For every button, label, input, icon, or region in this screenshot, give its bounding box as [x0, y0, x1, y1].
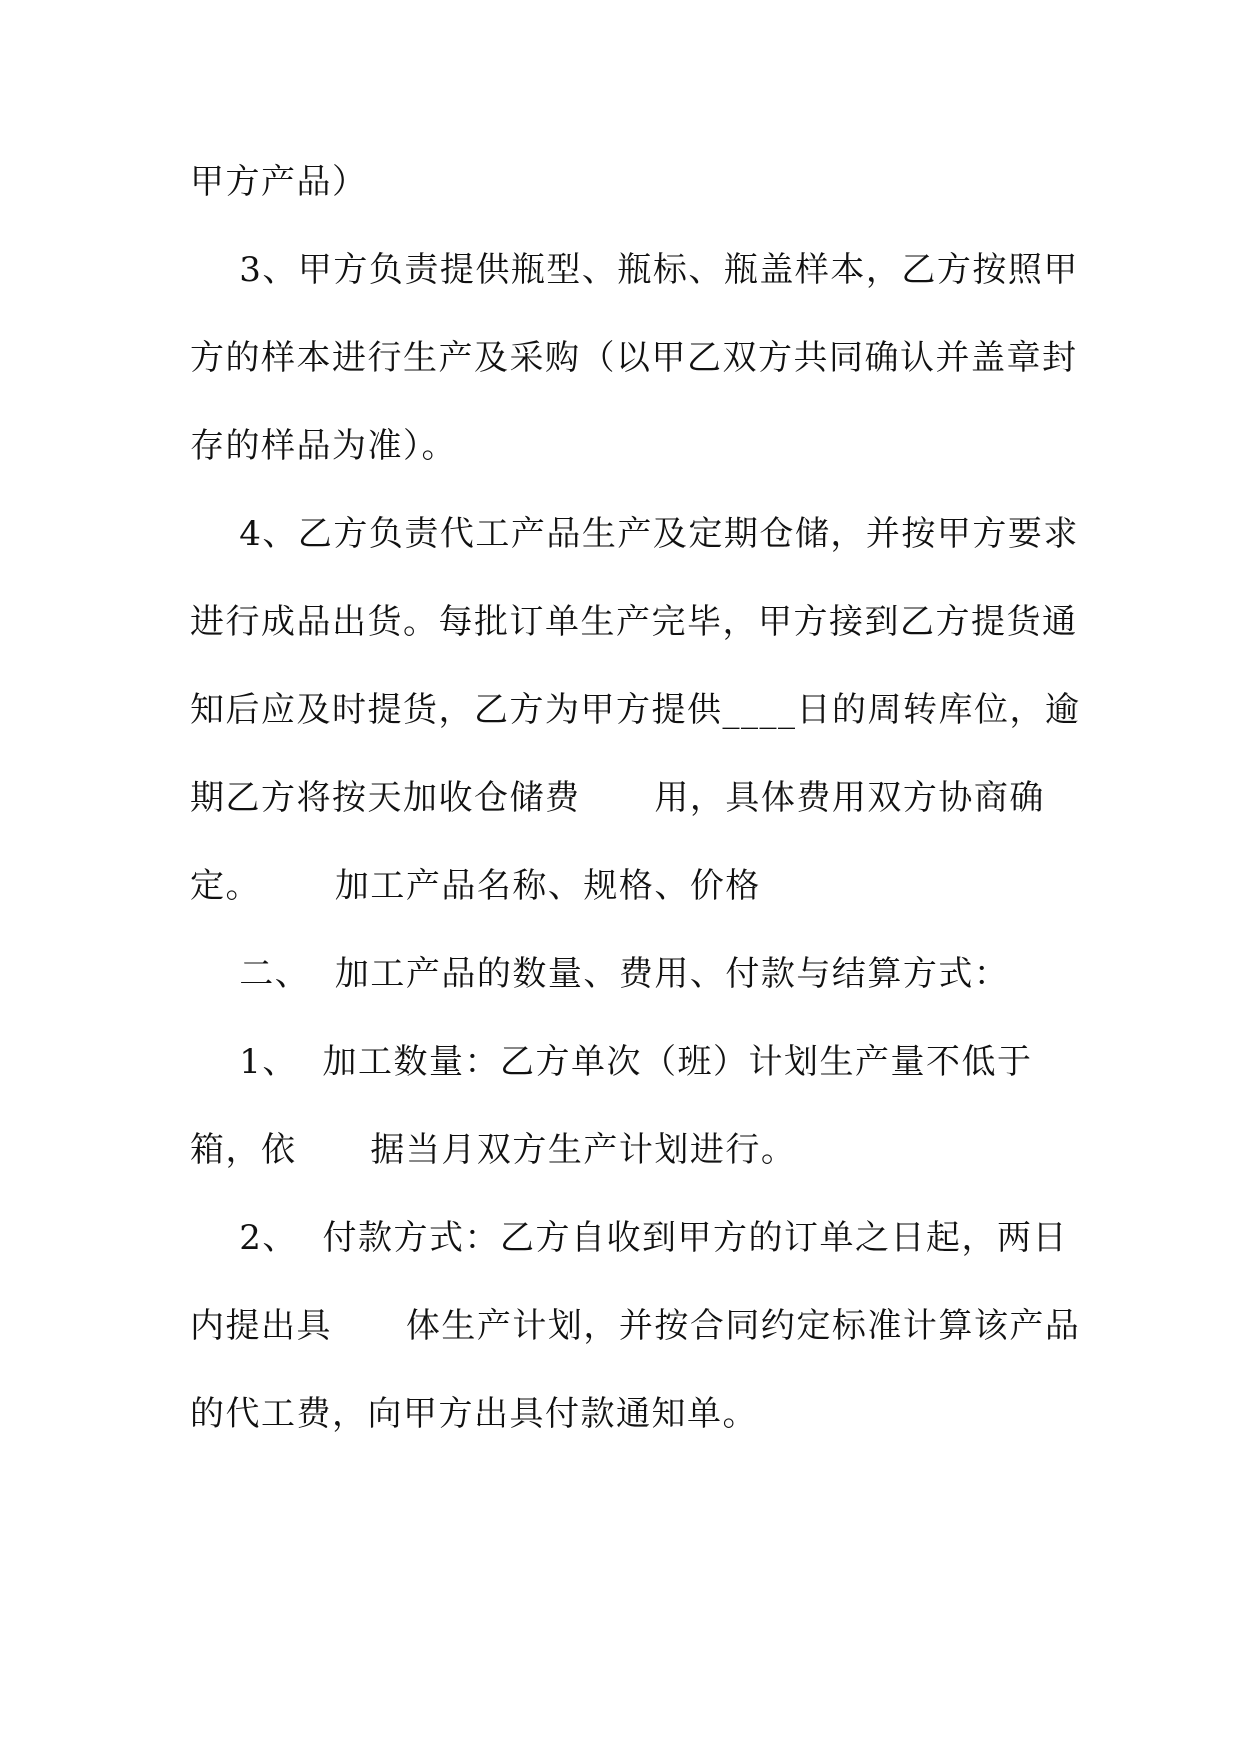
text-line: 进行成品出货。每批订单生产完毕，甲方接到乙方提货通	[190, 602, 1078, 642]
text-line: 方的样本进行生产及采购（以甲乙双方共同确认并盖章封	[190, 338, 1078, 378]
section-heading: 二、 加工产品的数量、费用、付款与结算方式：	[190, 954, 1010, 994]
text-line: 期乙方将按天加收仓储费 用，具体费用双方协商确	[190, 778, 1045, 818]
text-line: 2、 付款方式：乙方自收到甲方的订单之日起，两日	[190, 1218, 1068, 1258]
text-line: 3、甲方负责提供瓶型、瓶标、瓶盖样本，乙方按照甲	[190, 250, 1079, 290]
text-line: 的代工费，向甲方出具付款通知单。	[190, 1394, 758, 1434]
text-line: 1、 加工数量：乙方单次（班）计划生产量不低于	[190, 1042, 1033, 1082]
text-line: 箱，依 据当月双方生产计划进行。	[190, 1130, 797, 1170]
text-line: 甲方产品）	[190, 162, 368, 202]
text-line: 存的样品为准）。	[190, 426, 457, 466]
text-line: 4、乙方负责代工产品生产及定期仓储，并按甲方要求	[190, 514, 1079, 554]
text-line: 定。 加工产品名称、规格、价格	[190, 866, 761, 906]
text-line: 内提出具 体生产计划，并按合同约定标准计算该产品	[190, 1306, 1081, 1346]
text-line: 知后应及时提货，乙方为甲方提供____日的周转库位，逾	[190, 690, 1081, 730]
